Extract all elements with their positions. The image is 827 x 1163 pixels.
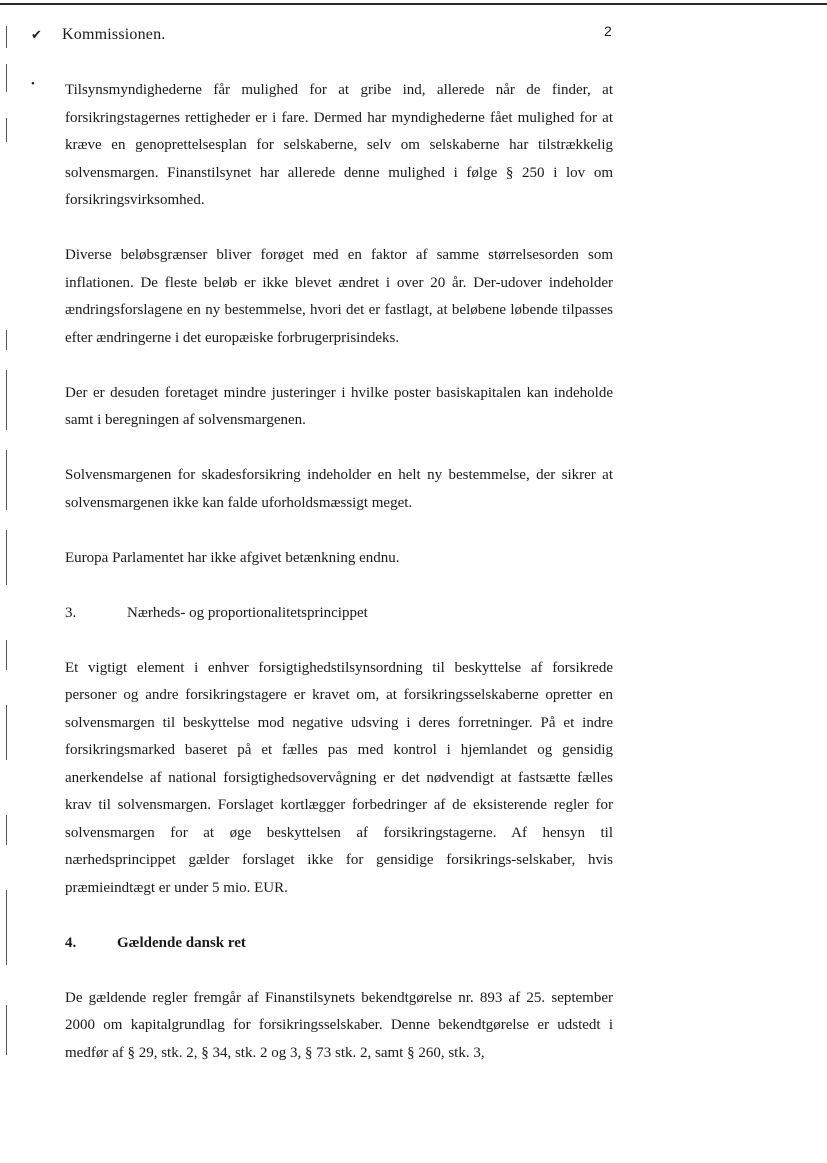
- margin-mark: [6, 370, 7, 430]
- margin-mark: [6, 705, 7, 760]
- section-heading: [65, 930, 613, 958]
- margin-mark: [6, 1005, 7, 1055]
- margin-mark: [6, 890, 7, 965]
- document-body: [65, 77, 613, 1095]
- section-number: 3.: [65, 604, 77, 621]
- margin-mark: [6, 26, 7, 48]
- margin-mark: [6, 815, 7, 845]
- paragraph: Tilsynsmyndighederne får mulighed for at gribe ind, allerede når de finder, at forsikringstagernes rettigheder er i fare. Dermed har myndighederne fået mulighed for at kræve en genoprettelsesplan for selskaberne, selv om selskaberne har tilstrækkelig solvensmargen. Finanstilsynet har allerede denne mulighed i følge § 250 i lov om forsikringsvirksomhed.: [65, 82, 613, 208]
- paragraph: Solvensmargenen for skadesforsikring indeholder en helt ny bestemmelse, der sikrer at solvensmargenen ikke kan falde uforholdsmæssigt meget.: [65, 467, 613, 511]
- paragraph: Der er desuden foretaget mindre justeringer i hvilke poster basiskapitalen kan indeholde samt i beregningen af solvensmargenen.: [65, 384, 613, 428]
- section-number: 4.: [65, 934, 77, 951]
- margin-mark: [6, 530, 7, 585]
- section-title: Nærheds- og proportionalitetsprincippet: [127, 604, 368, 621]
- running-title: Kommissionen.: [62, 26, 166, 43]
- margin-mark: [6, 450, 7, 510]
- section-heading: [65, 600, 613, 628]
- margin-mark: [6, 640, 7, 670]
- top-rule: [0, 3, 827, 5]
- margin-mark: [6, 64, 7, 92]
- margin-mark: [6, 330, 7, 350]
- paragraph: Et vigtigt element i enhver forsigtighedstilsynsordning til beskyttelse af forsikrede personer og andre forsikringstagere er kravet om, at forsikringsselskaberne opretter en solvensmargen til beskyttelse mod negative udsving i deres forretninger. På et indre forsikringsmarked baseret på et fælles pas med kontrol i hjemlandet og gensidig anerkendelse af national forsigtighedsovervågning er det nødvendigt at fastsætte fælles krav til solvensmargen. Forslaget kortlægger forbedringer af de eksisterende regler for solvensmargen for at øge beskyttelsen af forsikringstagerne. Af hensyn til nærhedsprincippet gælder forslaget ikke for gensidige forsikrings-selskaber, hvis præmieindtægt er under 5 mio. EUR.: [65, 659, 613, 896]
- checkmark-icon: ✔: [31, 27, 42, 42]
- bullet-icon: •: [31, 78, 35, 90]
- paragraph: Europa Parlamentet har ikke afgivet betænkning endnu.: [65, 549, 400, 566]
- section-title: Gældende dansk ret: [117, 934, 246, 951]
- paragraph: Diverse beløbsgrænser bliver forøget med en faktor af samme størrelsesorden som inflationen. De fleste beløb er ikke blevet ændret i over 20 år. Der-udover indeholder ændringsforslagene en ny bestemmelse, hvori det er fastlagt, at beløbene løbende tilpasses efter ændringerne i det europæiske forbrugerprisindeks.: [65, 247, 613, 346]
- margin-mark: [6, 118, 7, 142]
- paragraph: De gældende regler fremgår af Finanstilsynets bekendtgørelse nr. 893 af 25. september 2000 om kapitalgrundlag for forsikringsselskaber. Denne bekendtgørelse er udstedt i medfør af § 29, stk. 2, § 34, stk. 2 og 3, § 73 stk. 2, samt § 260, stk. 3,: [65, 989, 613, 1061]
- page-number: 2: [604, 23, 612, 39]
